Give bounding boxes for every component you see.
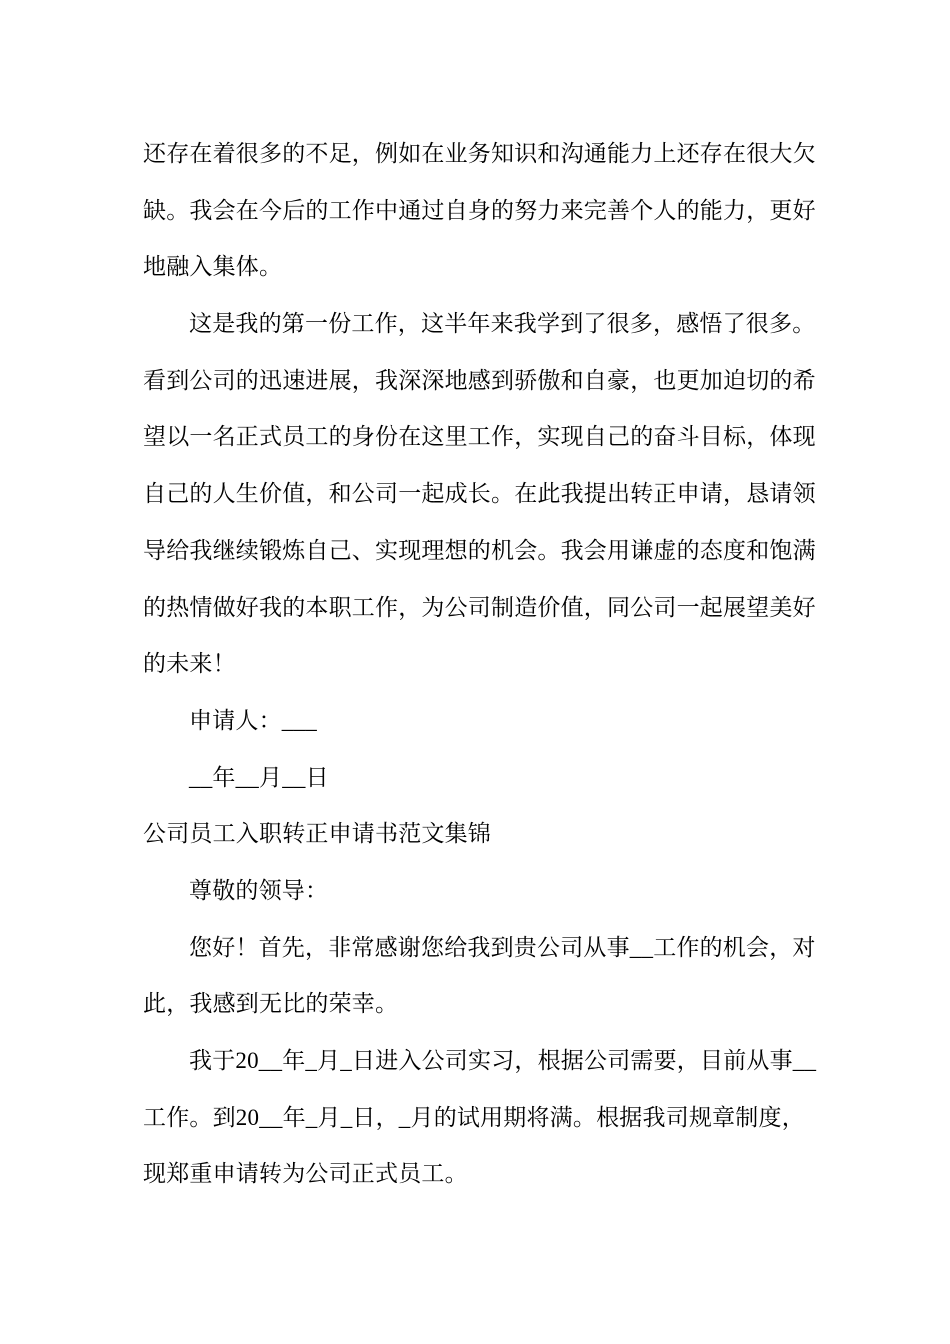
document-text-block xyxy=(143,126,817,1203)
body-line: 望以一名正式员工的身份在这里工作，实现自己的奋斗目标，体现 xyxy=(143,424,816,450)
body-line: 我于20__年_月_日进入公司实习，根据公司需要，目前从事__ xyxy=(189,1048,817,1073)
body-line: 缺。我会在今后的工作中通过自身的努力来完善个人的能力，更好 xyxy=(143,197,816,223)
body-line: 您好！首先，非常感谢您给我到贵公司从事__工作的机会，对 xyxy=(189,934,816,960)
applicant-signature-line: 申请人：___ xyxy=(189,707,317,733)
body-line: 导给我继续锻炼自己、实现理想的机会。我会用谦虚的态度和饱满 xyxy=(143,537,816,563)
body-line: 看到公司的迅速进展，我深深地感到骄傲和自豪，也更加迫切的希 xyxy=(143,367,816,393)
body-line: 自己的人生价值，和公司一起成长。在此我提出转正申请，恳请领 xyxy=(143,481,816,507)
body-line: 工作。到20__年_月_日，_月的试用期将满。根据我司规章制度， xyxy=(143,1104,805,1130)
section-title-line: 公司员工入职转正申请书范文集锦 xyxy=(143,821,491,847)
body-line: 还存在着很多的不足，例如在业务知识和沟通能力上还存在很大欠 xyxy=(143,141,816,166)
body-line: 此，我感到无比的荣幸。 xyxy=(143,991,399,1017)
body-line: 的未来！ xyxy=(143,651,236,677)
body-line: 这是我的第一份工作，这半年来我学到了很多，感悟了很多。 xyxy=(189,311,816,337)
date-line: __年__月__日 xyxy=(189,764,329,790)
salutation-line: 尊敬的领导： xyxy=(189,877,329,903)
body-line: 现郑重申请转为公司正式员工。 xyxy=(143,1161,468,1187)
body-line: 地融入集体。 xyxy=(143,254,283,280)
body-line: 的热情做好我的本职工作，为公司制造价值，同公司一起展望美好 xyxy=(143,594,816,620)
